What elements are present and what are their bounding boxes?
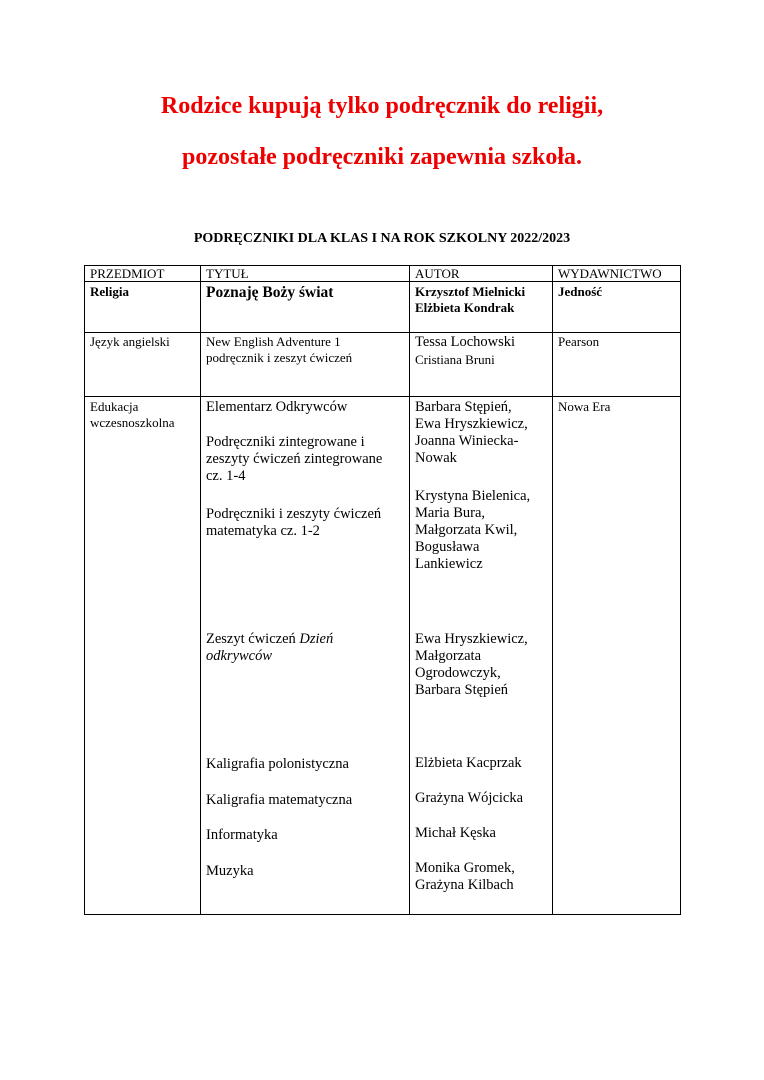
column-divider-3 (552, 265, 553, 915)
table-border-right (680, 265, 681, 915)
early-education-author-1: Barbara Stępień, Ewa Hryszkiewicz, Joanna Winiecka- Nowak (415, 399, 528, 466)
title-4-italic: Dzień odkrywców (206, 631, 334, 664)
early-education-title-4 (206, 631, 333, 665)
column-header-publisher: WYDAWNICTWO (558, 266, 662, 281)
religion-authors: Krzysztof Mielnicki Elżbieta Kondrak (415, 284, 526, 315)
row-divider-1 (84, 332, 681, 333)
english-author-2: Cristiana Bruni (415, 352, 495, 367)
early-education-author-4: Elżbieta Kacprzak (415, 755, 522, 771)
headline-line-1: Rodzice kupują tylko podręcznik do religii, (160, 93, 604, 119)
early-education-subject: Edukacja wczesnoszkolna (90, 399, 175, 430)
column-divider-1 (200, 265, 201, 915)
column-header-author: AUTOR (415, 266, 460, 281)
early-education-title-3: Podręczniki i zeszyty ćwiczeń matematyka cz. 1-2 (206, 506, 382, 539)
early-education-title-1: Elementarz Odkrywców (206, 399, 348, 415)
table-border-bottom (84, 914, 681, 915)
early-education-author-3: Ewa Hryszkiewicz, Małgorzata Ogrodowczyk, Barbara Stępień (415, 631, 528, 698)
early-education-title-2: Podręczniki zintegrowane i zeszyty ćwiczeń zintegrowane cz. 1-4 (206, 434, 383, 484)
early-education-title-7: Informatyka (206, 827, 278, 843)
english-author-1: Tessa Lochowski (415, 334, 516, 350)
early-education-publisher: Nowa Era (558, 399, 611, 414)
column-header-title: TYTUŁ (206, 266, 249, 281)
early-education-title-5: Kaligrafia polonistyczna (206, 756, 349, 772)
religion-title: Poznaję Boży świat (206, 284, 334, 301)
column-divider-2 (409, 265, 410, 915)
english-subject: Język angielski (90, 334, 170, 349)
english-publisher: Pearson (558, 334, 600, 349)
table-title: PODRĘCZNIKI DLA KLAS I NA ROK SZKOLNY 2022/2023 (193, 231, 571, 246)
title-4-prefix: Zeszyt ćwiczeń (206, 631, 300, 647)
early-education-title-6: Kaligrafia matematyczna (206, 792, 353, 808)
early-education-author-7: Monika Gromek, Grażyna Kilbach (415, 860, 515, 893)
early-education-title-8: Muzyka (206, 863, 254, 879)
table-border-left (84, 265, 85, 915)
early-education-author-2: Krystyna Bielenica, Maria Bura, Małgorzata Kwil, Bogusława Lankiewicz (415, 488, 531, 572)
religion-subject: Religia (90, 284, 129, 299)
row-divider-2 (84, 396, 681, 397)
religion-publisher: Jedność (558, 284, 603, 299)
early-education-author-5: Grażyna Wójcicka (415, 790, 524, 806)
column-header-subject: PRZEDMIOT (90, 266, 165, 281)
headline-line-2: pozostałe podręczniki zapewnia szkoła. (182, 144, 582, 170)
early-education-author-6: Michał Kęska (415, 825, 496, 841)
english-title: New English Adventure 1 podręcznik i zeszyt ćwiczeń (206, 334, 353, 365)
